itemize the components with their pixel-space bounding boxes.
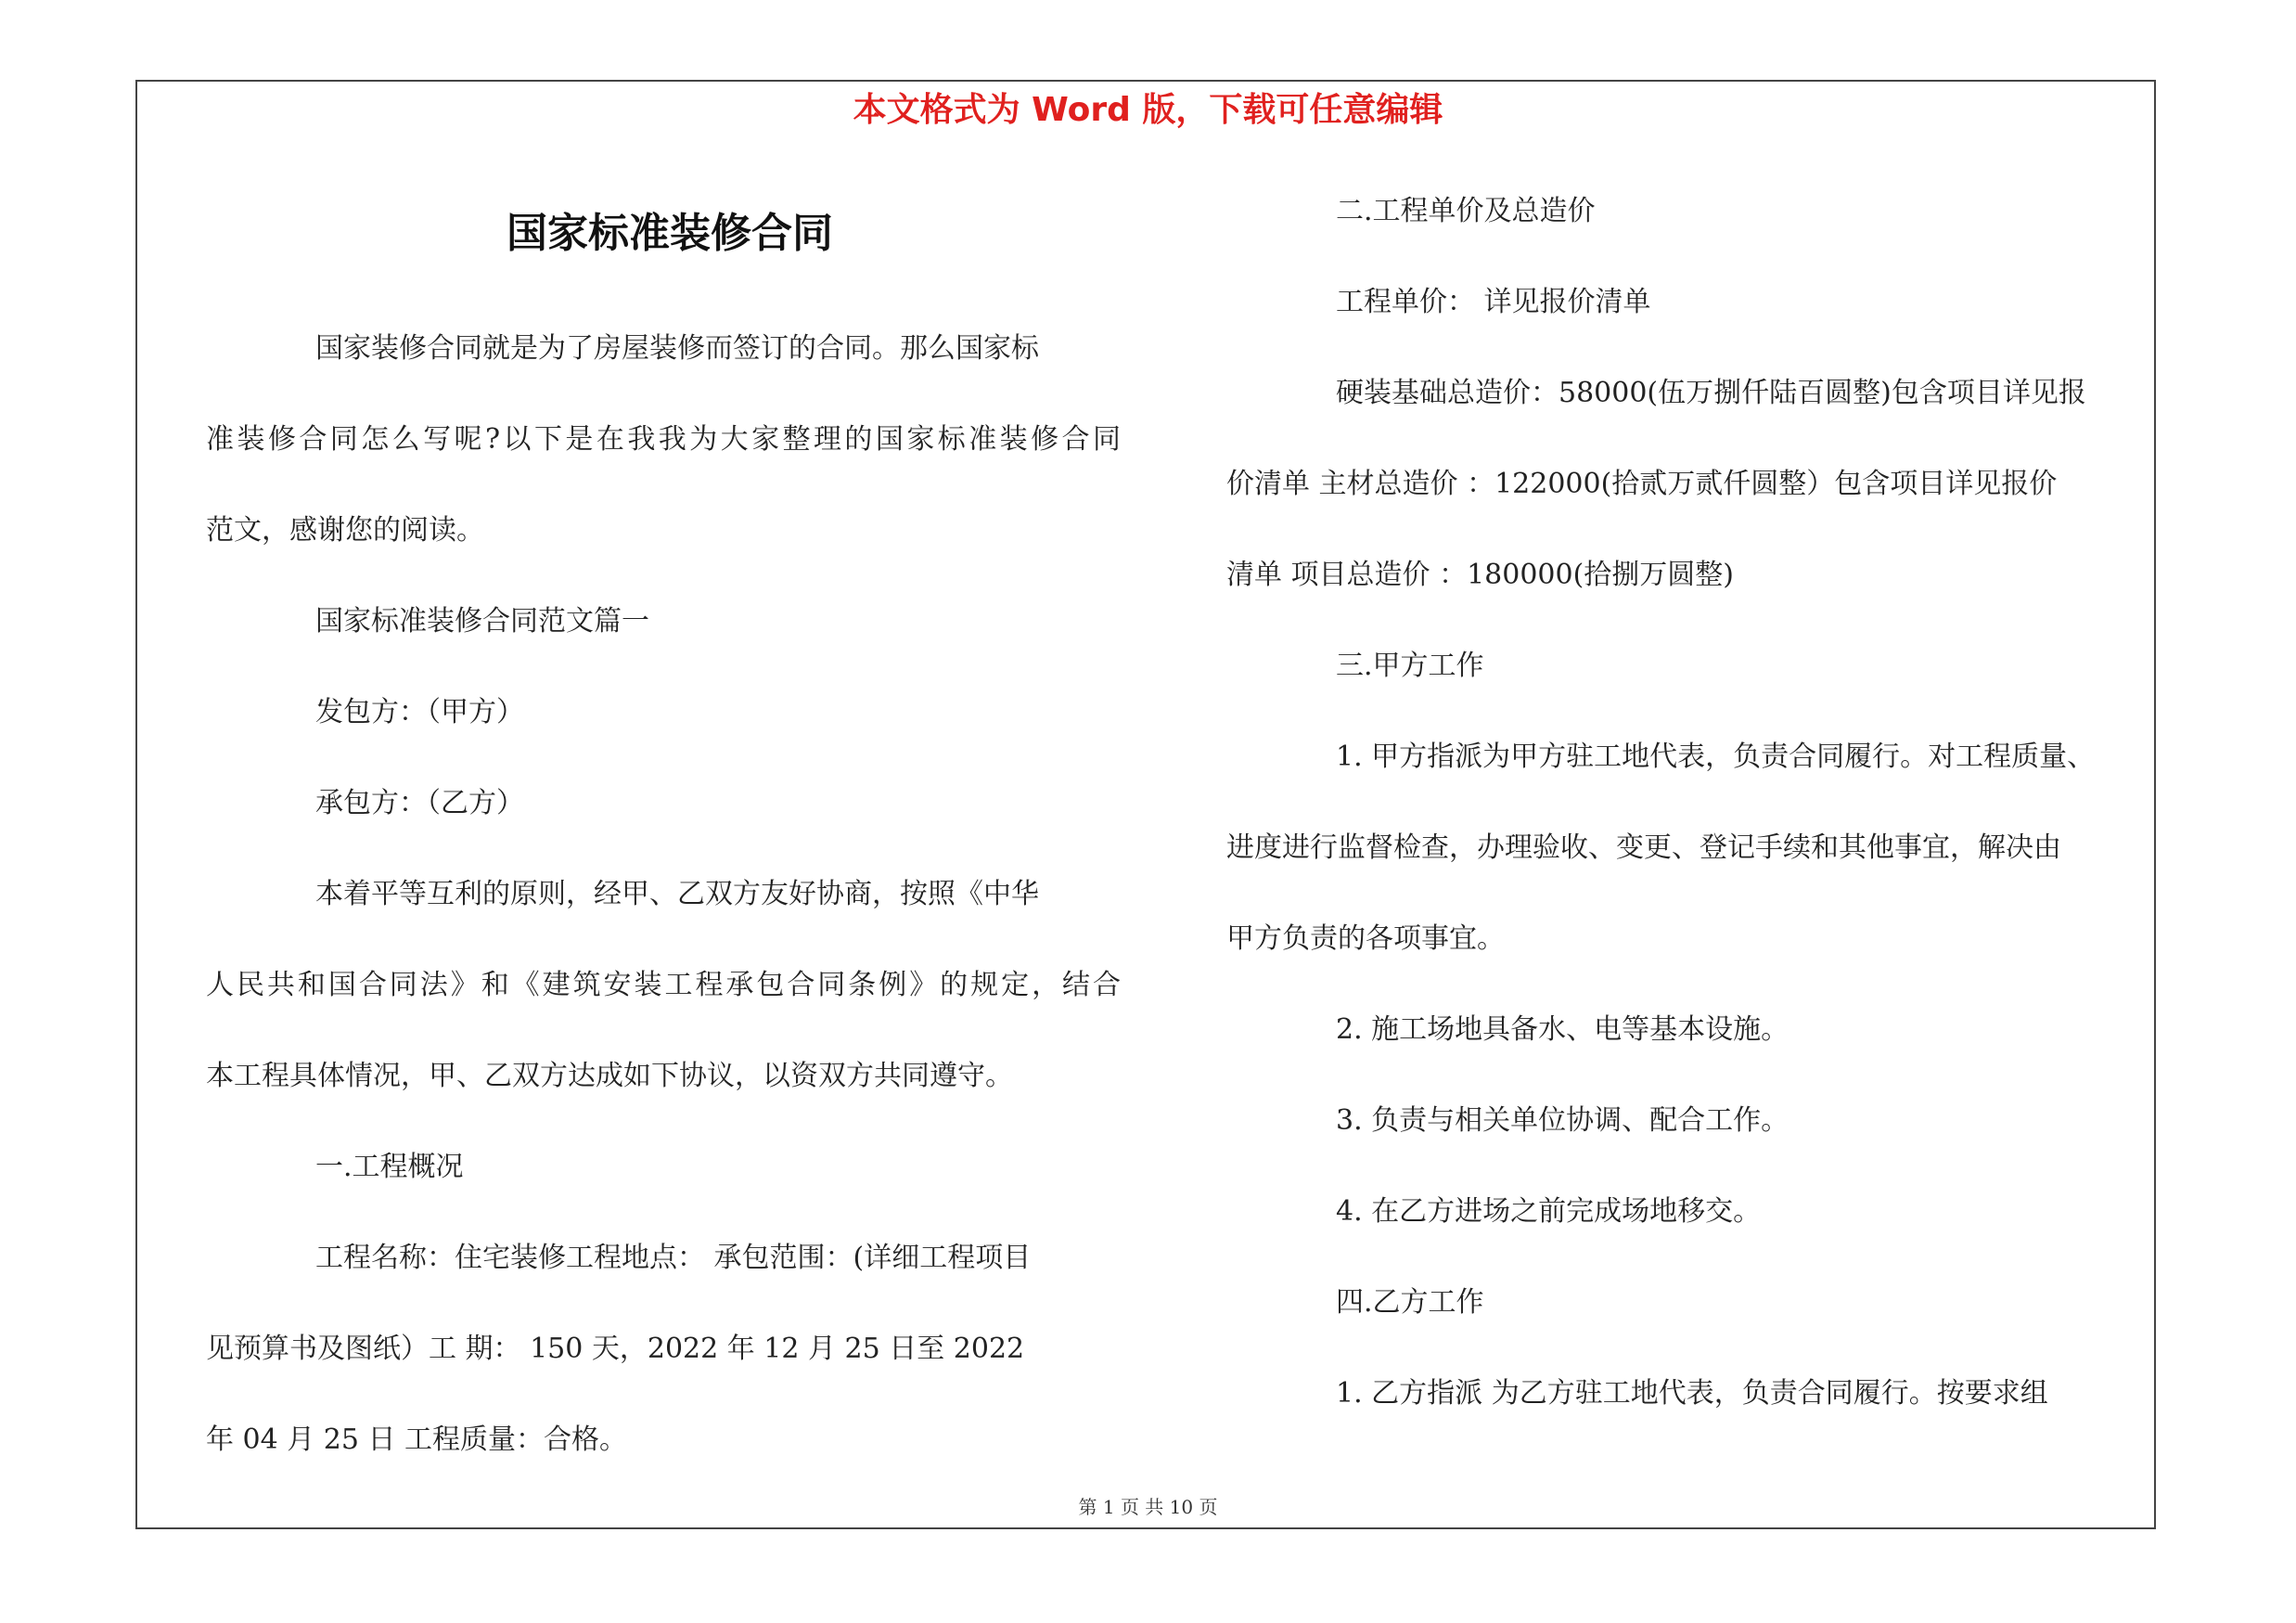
paragraph-line: 准装修合同怎么写呢?以下是在我我为大家整理的国家标准装修合同 [206,423,1121,456]
paragraph-line: 承包方：（乙方） [315,787,524,819]
section-heading: 四.乙方工作 [1336,1286,1484,1319]
document-title: 国家标准装修合同 [507,210,833,257]
paragraph-line: 进度进行监督检查，办理验收、变更、登记手续和其他事宜，解决由 [1226,831,2061,864]
paragraph-line: 人民共和国合同法》和《建筑安装工程承包合同条例》的规定，结合 [206,969,1121,1001]
paragraph-line: 甲方负责的各项事宜。 [1226,922,1505,955]
paragraph-line: 本工程具体情况，甲、乙双方达成如下协议，以资双方共同遵守。 [206,1060,1013,1092]
paragraph-line: 本着平等互利的原则，经甲、乙双方友好协商，按照《中华 [315,878,1039,910]
section-heading: 二.工程单价及总造价 [1336,195,1596,227]
paragraph-line: 清单 项目总造价 ：180000(拾捌万圆整) [1226,559,1735,591]
paragraph-line: 1. 乙方指派 为乙方驻工地代表，负责合同履行。按要求组 [1336,1377,2048,1410]
section-heading: 三.甲方工作 [1336,650,1484,682]
paragraph-line: 范文，感谢您的阅读。 [206,514,484,547]
word-format-banner: 本文格式为 Word 版，下载可任意编辑 [853,91,1443,129]
paragraph-line: 见预算书及图纸）工 期： 150 天，2022 年 12 月 25 日至 2022 [206,1333,1025,1365]
paragraph-line: 价清单 主材总造价 ：122000(拾贰万贰仟圆整）包含项目详见报价 [1226,468,2058,500]
paragraph-line: 工程名称：住宅装修工程地点： 承包范围：(详细工程项目 [315,1242,1032,1274]
paragraph-line: 国家装修合同就是为了房屋装修而签订的合同。那么国家标 [315,332,1039,365]
paragraph-line: 3. 负责与相关单位协调、配合工作。 [1336,1104,1789,1137]
paragraph-line: 4. 在乙方进场之前完成场地移交。 [1336,1195,1762,1228]
page-number-footer: 第 1 页 共 10 页 [1078,1496,1218,1518]
paragraph-line: 工程单价： 详见报价清单 [1336,286,1651,318]
paragraph-line: 硬装基础总造价：58000(伍万捌仟陆百圆整)包含项目详见报 [1336,377,2086,409]
section-heading: 一.工程概况 [315,1151,464,1183]
paragraph-line: 1. 甲方指派为甲方驻工地代表，负责合同履行。对工程质量、 [1336,741,2096,773]
section-heading: 国家标准装修合同范文篇一 [315,605,649,638]
paragraph-line: 发包方：（甲方） [315,696,524,728]
paragraph-line: 年 04 月 25 日 工程质量：合格。 [206,1423,628,1456]
paragraph-line: 2. 施工场地具备水、电等基本设施。 [1336,1013,1789,1046]
